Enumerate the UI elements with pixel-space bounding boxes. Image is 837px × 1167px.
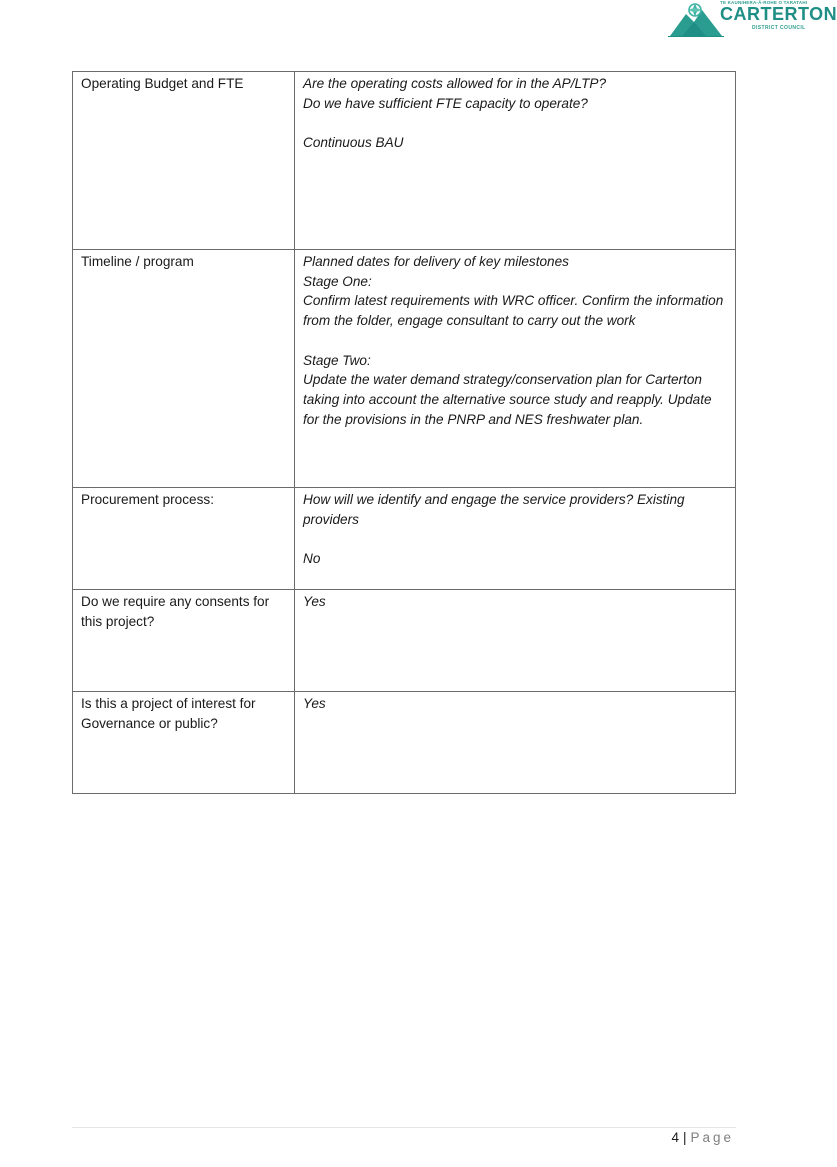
table-row bbox=[73, 72, 736, 250]
row-value bbox=[295, 72, 736, 250]
page-label: Page bbox=[690, 1130, 734, 1145]
row-value bbox=[295, 250, 736, 488]
table-row bbox=[73, 692, 736, 794]
logo-brand: CARTERTON bbox=[720, 4, 837, 24]
value-line: Continuous BAU bbox=[303, 135, 404, 151]
value-line: Stage Two: bbox=[303, 352, 371, 368]
row-label-text: Is this a project of interest for Governance or public? bbox=[81, 696, 256, 731]
table-row bbox=[73, 250, 736, 488]
value-spacer bbox=[303, 331, 727, 351]
row-label-text: Timeline / program bbox=[81, 254, 194, 269]
table-body bbox=[73, 72, 736, 794]
row-label bbox=[73, 692, 295, 794]
logo-subtitle: DISTRICT COUNCIL bbox=[752, 25, 806, 31]
page-footer bbox=[671, 1130, 734, 1145]
row-label bbox=[73, 250, 295, 488]
logo-tagline: TE KAUNIHERA-Ā-ROHE O TARATAHI bbox=[720, 0, 808, 5]
footer-separator: | bbox=[682, 1130, 687, 1145]
value-line: No bbox=[303, 551, 321, 567]
row-label-text: Operating Budget and FTE bbox=[81, 76, 244, 91]
value-line: Confirm latest requirements with WRC officer. Confirm the information from the folder, engage consultant to carry out the work bbox=[303, 293, 724, 329]
value-line: How will we identify and engage the service providers? Existing providers bbox=[303, 492, 685, 527]
footer-divider bbox=[72, 1127, 736, 1128]
row-label bbox=[73, 72, 295, 250]
row-value bbox=[295, 488, 736, 590]
row-value bbox=[295, 692, 736, 794]
value-line: Are the operating costs allowed for in the AP/LTP? bbox=[303, 76, 607, 91]
row-label bbox=[73, 590, 295, 692]
table-row bbox=[73, 590, 736, 692]
row-label bbox=[73, 488, 295, 590]
value-spacer bbox=[303, 113, 727, 133]
council-logo bbox=[668, 0, 837, 40]
value-line: Yes bbox=[303, 696, 326, 711]
value-spacer bbox=[303, 529, 727, 549]
value-line: Planned dates for delivery of key milestones bbox=[303, 254, 569, 269]
project-details-table bbox=[72, 71, 736, 794]
value-line: Stage One: bbox=[303, 273, 372, 289]
value-line: Update the water demand strategy/conservation plan for Carterton taking into account the alternative source study and reapply. Update for the provisions in the PNRP and NES freshwater plan. bbox=[303, 372, 712, 427]
value-line: Do we have sufficient FTE capacity to operate? bbox=[303, 95, 588, 111]
row-label-text: Do we require any consents for this project? bbox=[81, 594, 270, 629]
value-line: Yes bbox=[303, 594, 326, 609]
page-number: 4 bbox=[671, 1130, 679, 1145]
row-value bbox=[295, 590, 736, 692]
row-label-text: Procurement process: bbox=[81, 492, 214, 507]
fern-mountain-logo-icon bbox=[668, 0, 724, 38]
table-row bbox=[73, 488, 736, 590]
